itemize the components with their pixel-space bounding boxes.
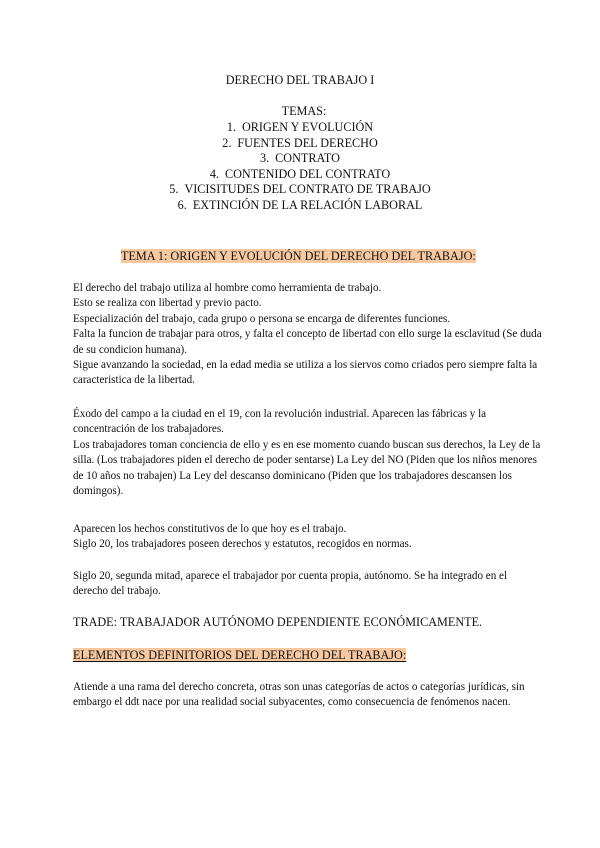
topic-item	[0, 182, 600, 198]
topic-item	[0, 167, 600, 183]
section-heading-elementos	[73, 648, 406, 664]
paragraph-block-autonomo	[73, 569, 543, 600]
topic-label: CONTENIDO DEL CONTRATO	[224, 166, 391, 181]
paragraph-line: El derecho del trabajo utiliza al hombre como herramienta de trabajo.	[73, 282, 382, 294]
paragraph-block-industrial	[73, 407, 543, 499]
paragraph-line: Falta la funcion de trabajar para otros, y falta el concepto de libertad con ello surge la esclavitud (Se duda de su condicion humana).	[73, 328, 542, 356]
paragraph-line: Los trabajadores toman conciencia de ello y es en ese momento cuando buscan sus derechos, la Ley de la silla. (Los trabajadores piden el derecho de poder sentarse) La Ley del NO (Piden que los niños menores de 10 años no trabajen) La Ley del descanso dominicano (Piden que los trabajadores descansen los domingos).	[73, 438, 541, 498]
topic-item	[0, 198, 600, 214]
paragraph-block-origins	[73, 281, 543, 389]
trade-definition: TRADE: TRABAJADOR AUTÓNOMO DEPENDIENTE ECONÓMICAMENTE.	[73, 615, 483, 629]
paragraph-line: Siglo 20, segunda mitad, aparece el trabajador por cuenta propia, autónomo. Se ha integrado en el derecho del trabajo.	[73, 570, 508, 598]
paragraph-block-rights	[73, 522, 543, 553]
topic-number: 6.	[177, 197, 187, 212]
topic-item	[0, 136, 600, 152]
topic-label: CONTRATO	[275, 151, 340, 166]
topic-number: 3.	[260, 151, 270, 166]
paragraph-line: Especialización del trabajo, cada grupo o persona se encarga de diferentes funciones.	[73, 312, 451, 325]
highlighted-heading-text: ELEMENTOS DEFINITORIOS DEL DERECHO DEL TRABAJO:	[73, 648, 407, 662]
paragraph-block-elementos	[73, 680, 543, 711]
paragraph-line: Siglo 20, los trabajadores poseen derechos y estatutos, recogidos en normas.	[73, 538, 412, 551]
highlighted-heading-text: TEMA 1: ORIGEN Y EVOLUCIÓN DEL DERECHO DEL TRABAJO:	[121, 249, 476, 263]
topics-list	[0, 120, 600, 214]
topic-label: ORIGEN Y EVOLUCIÓN	[242, 120, 374, 134]
paragraph-line: Éxodo del campo a la ciudad en el 19, con la revolución industrial. Aparecen las fábricas y la concentración de los trabajadores.	[73, 408, 487, 436]
topic-number: 1.	[226, 120, 236, 134]
topic-item	[0, 120, 600, 136]
paragraph-line: Esto se realiza con libertad y previo pacto.	[73, 297, 262, 310]
document-title: DERECHO DEL TRABAJO I	[225, 73, 375, 87]
topic-item	[0, 151, 600, 167]
temas-label: TEMAS:	[281, 104, 327, 118]
paragraph-line: Atiende a una rama del derecho concreta, otras son unas categorías de actos o categorías jurídicas, sin embargo el ddt nace por una realidad social subyacentes, como consecuencia de fenómenos nacen.	[73, 681, 525, 709]
topic-number: 2.	[222, 135, 232, 150]
paragraph-line: Aparecen los hechos constitutivos de lo que hoy es el trabajo.	[73, 523, 347, 535]
topic-label: VICISITUDES DEL CONTRATO DE TRABAJO	[184, 182, 431, 197]
topic-number: 5.	[169, 182, 179, 197]
topic-number: 4.	[209, 166, 219, 181]
topic-label: EXTINCIÓN DE LA RELACIÓN LABORAL	[192, 197, 423, 212]
paragraph-line: Sigue avanzando la sociedad, en la edad media se utiliza a los siervos como criados pero siempre falta la caracteristica de la libertad.	[73, 359, 538, 387]
section-heading-tema1	[121, 249, 476, 265]
topic-label: FUENTES DEL DERECHO	[237, 135, 378, 150]
